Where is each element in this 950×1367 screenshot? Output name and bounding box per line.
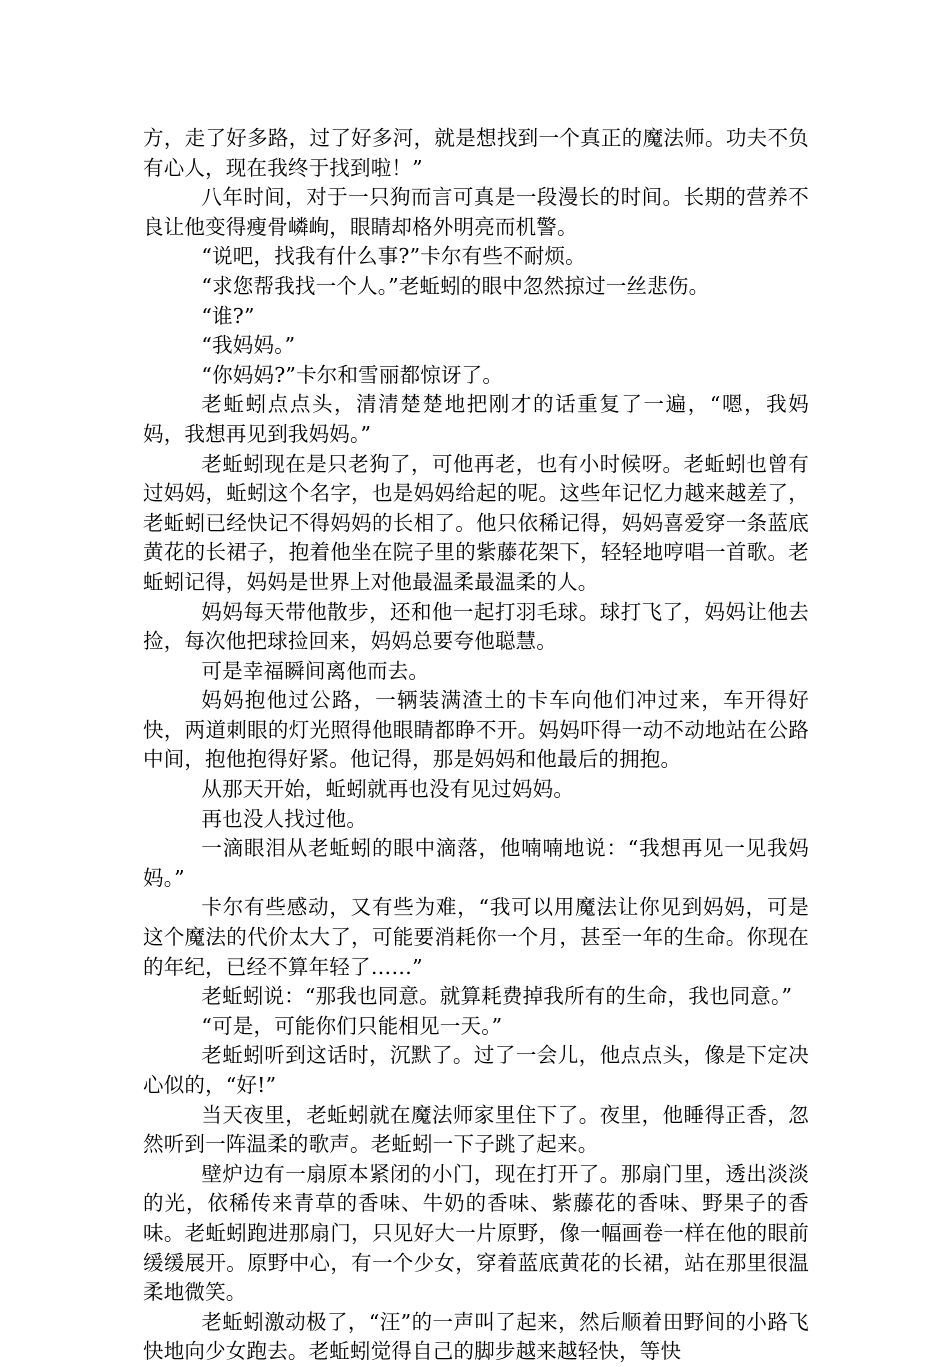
paragraph-12: 妈妈抱他过公路，一辆装满渣土的卡车向他们冲过来，车开得好快，两道刺眼的灯光照得他眼睛都睁不开。妈妈吓得一动不动地站在公路中间，抱他抱得好紧。他记得，那是妈妈和他最后的拥抱。	[143, 688, 809, 772]
paragraph-8: 老蚯蚓点点头，清清楚楚地把刚才的话重复了一遍，“嗯，我妈妈，我想再见到我妈妈。”	[143, 392, 809, 446]
paragraph-22: 老蚯蚓激动极了，“汪”的一声叫了起来，然后顺着田野间的小路飞快地向少女跑去。老蚯蚓觉得自己的脚步越来越轻快，等快	[143, 1309, 809, 1364]
paragraph-9: 老蚯蚓现在是只老狗了，可他再老，也有小时候呀。老蚯蚓也曾有过妈妈，蚯蚓这个名字，也是妈妈给起的呢。这些年记忆力越来越差了，老蚯蚓已经快记不得妈妈的长相了。他只依稀记得，妈妈喜爱穿一条蓝底黄花的长裙子，抱着他坐在院子里的紫藤花架下，轻轻地哼唱一首歌。老蚯蚓记得，妈妈是世界上对他最温柔最温柔的人。	[143, 451, 809, 594]
paragraph-10: 妈妈每天带他散步，还和他一起打羽毛球。球打飞了，妈妈让他去捡，每次他把球捡回来，妈妈总要夸他聪慧。	[143, 599, 809, 654]
paragraph-14: 再也没人找过他。	[201, 806, 368, 831]
paragraph-11: 可是幸福瞬间离他而去。	[201, 658, 430, 683]
paragraph-5: “谁?”	[201, 303, 255, 328]
paragraph-7: “你妈妈?”卡尔和雪丽都惊讶了。	[201, 362, 504, 387]
paragraph-15: 一滴眼泪从老蚯蚓的眼中滴落，他喃喃地说：“我想再见一见我妈妈。”	[143, 836, 809, 890]
paragraph-4: “求您帮我找一个人。”老蚯蚓的眼中忽然掠过一丝悲伤。	[201, 273, 710, 298]
paragraph-13: 从那天开始，蚯蚓就再也没有见过妈妈。	[201, 777, 575, 802]
paragraph-2: 八年时间，对于一只狗而言可真是一段漫长的时间。长期的营养不良让他变得瘦骨嶙峋，眼睛却格外明亮而机警。	[143, 185, 809, 239]
paragraph-18: “可是，可能你们只能相见一天。”	[201, 1013, 503, 1038]
paragraph-16: 卡尔有些感动，又有些为难，“我可以用魔法让你见到妈妈，可是这个魔法的代价太大了，可能要消耗你一个月，甚至一年的生命。你现在的年纪，已经不算年轻了……”	[143, 895, 809, 979]
document-page	[143, 124, 809, 1367]
paragraph-17: 老蚯蚓说：“那我也同意。就算耗费掉我所有的生命，我也同意。”	[201, 984, 793, 1009]
paragraph-19: 老蚯蚓听到这话时，沉默了。过了一会儿，他点点头，像是下定决心似的，“好!”	[143, 1043, 809, 1097]
paragraph-6: “我妈妈。”	[201, 333, 296, 358]
paragraph-20: 当天夜里，老蚯蚓就在魔法师家里住下了。夜里，他睡得正香，忽然听到一阵温柔的歌声。老蚯蚓一下子跳了起来。	[143, 1102, 809, 1157]
paragraph-3: “说吧，找我有什么事?”卡尔有些不耐烦。	[201, 244, 586, 269]
paragraph-21: 壁炉边有一扇原本紧闭的小门，现在打开了。那扇门里，透出淡淡的光，依稀传来青草的香味、牛奶的香味、紫藤花的香味、野果子的香味。老蚯蚓跑进那扇门，只见好大一片原野，像一幅画卷一样在他的眼前缓缓展开。原野中心，有一个少女，穿着蓝底黄花的长裙，站在那里很温柔地微笑。	[143, 1161, 809, 1305]
paragraph-1: 方，走了好多路，过了好多河，就是想找到一个真正的魔法师。功夫不负有心人，现在我终于找到啦！”	[143, 126, 809, 180]
